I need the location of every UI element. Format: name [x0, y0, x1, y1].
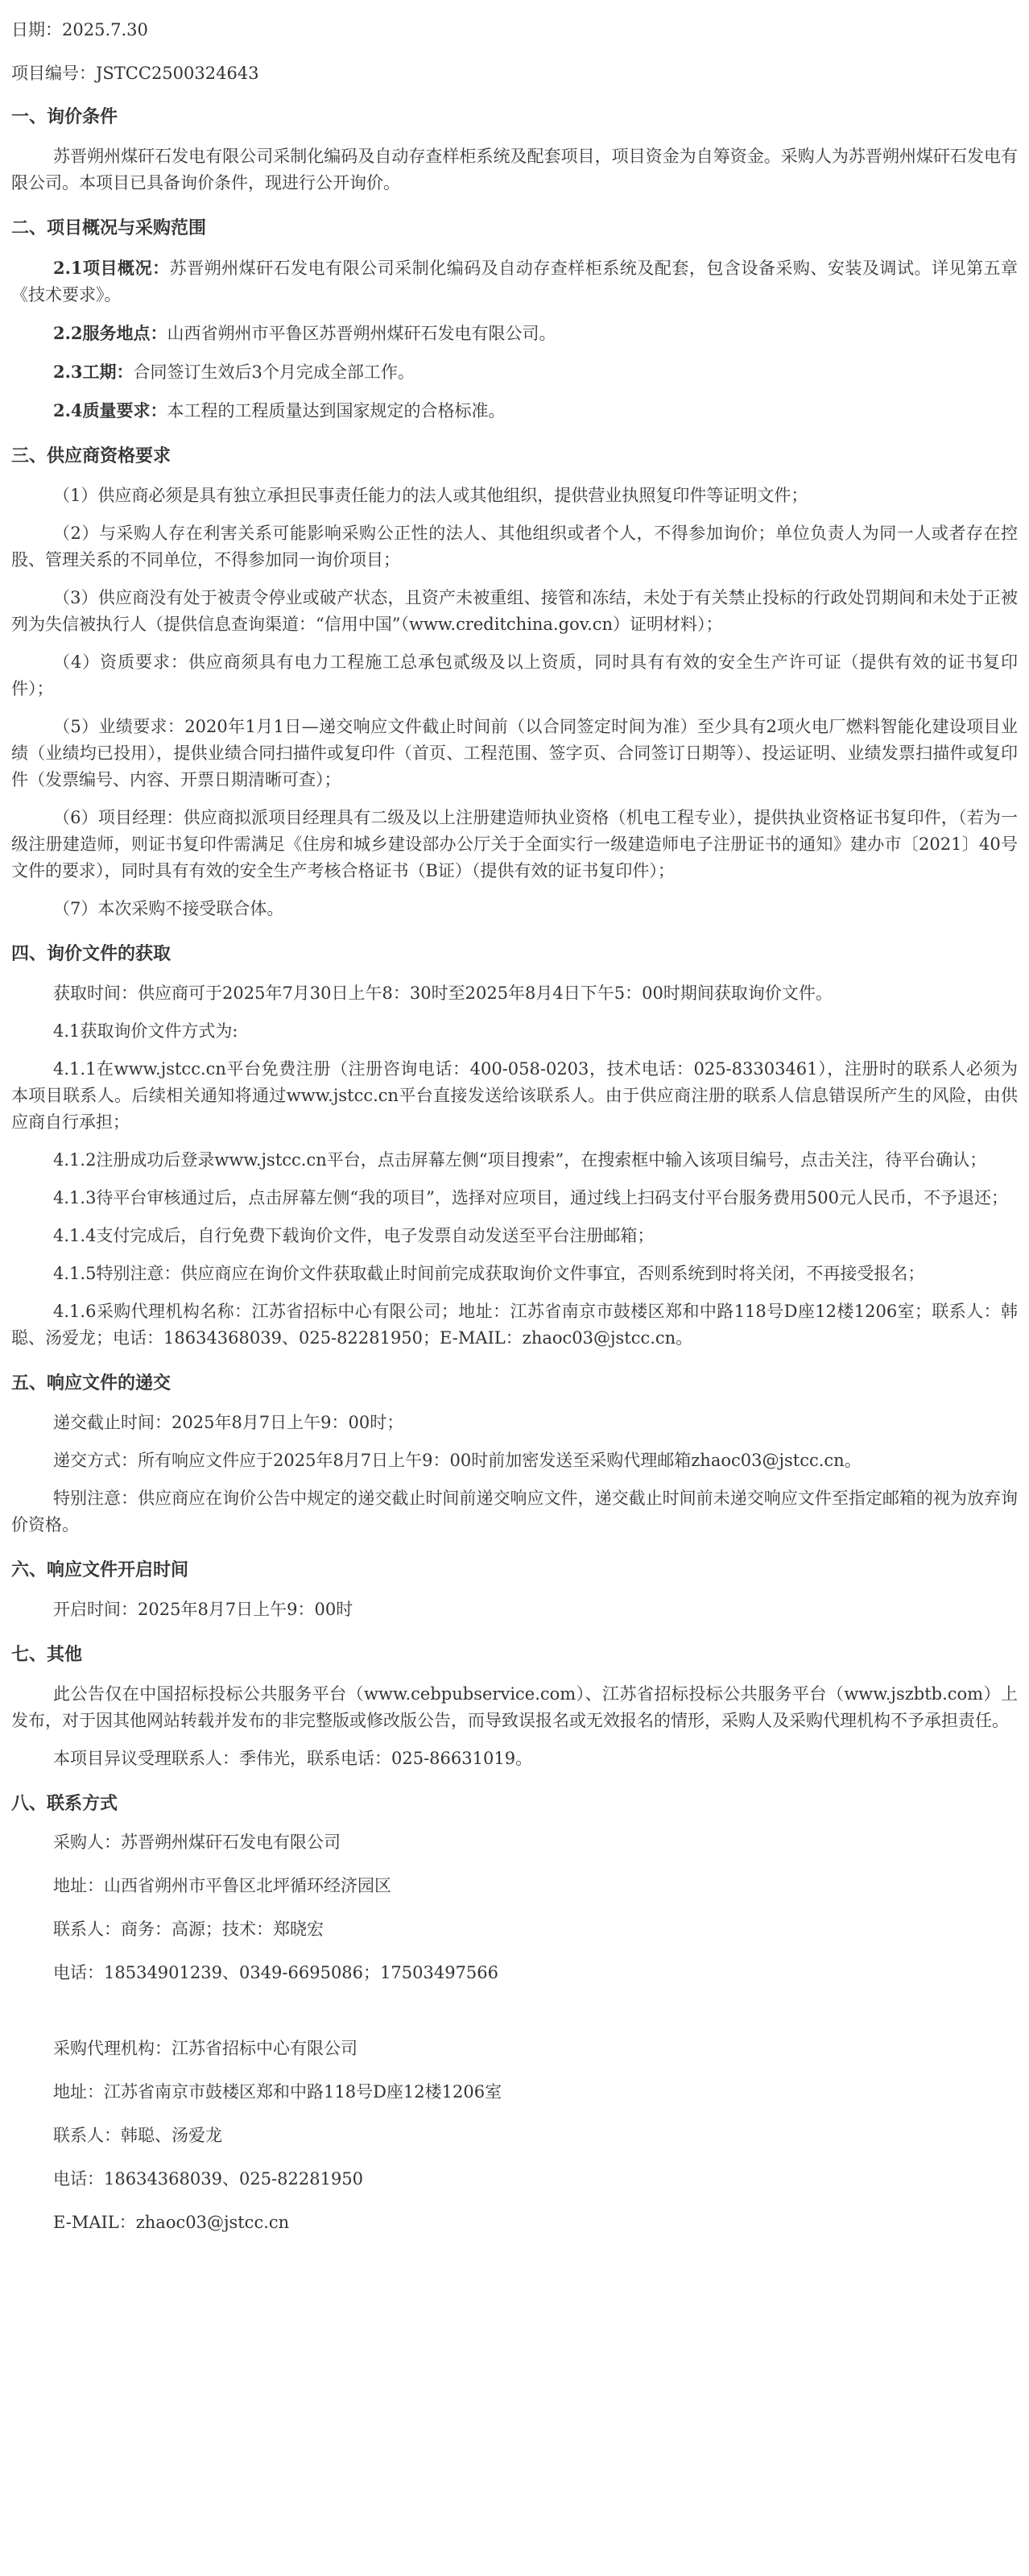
overview-item-text: 苏晋朔州煤矸石发电有限公司采制化编码及自动存查样柜系统及配套，包含设备采购、安装及调试。详见第五章《技术要求》。 [11, 259, 1018, 304]
obtain-item: 4.1.3待平台审核通过后，点击屏幕左侧“我的项目”，选择对应项目，通过线上扫码支付平台服务费用500元人民币，不予退还； [53, 1188, 1008, 1207]
quality-label: 2.4质量要求： [53, 400, 167, 420]
service-location-label: 2.2服务地点： [53, 323, 167, 343]
section-title-submission: 五、响应文件的递交 [11, 1373, 172, 1394]
buyer-name: 采购人：苏晋朔州煤矸石发电有限公司 [53, 1833, 341, 1852]
qualification-item: （3）供应商没有处于被责令停业或破产状态，且资产未被重组、接管和冻结，未处于有关禁止投标的行政处罚期间和未处于正被列为失信被执行人（提供信息查询渠道：“信用中国”（www.creditchina.gov.cn）证明材料）； [11, 588, 1018, 634]
duration-label: 2.3工期： [53, 362, 134, 382]
submission-item: 递交方式：所有响应文件应于2025年8月7日上午9：00时前加密发送至采购代理邮箱zhaoc03@jstcc.cn。 [53, 1451, 862, 1470]
project-code-line: 项目编号：JSTCC2500324643 [11, 64, 259, 83]
qualification-item: （5）业绩要求：2020年1月1日—递交响应文件截止时间前（以合同签定时间为准）至少具有2项火电厂燃料智能化建设项目业绩（业绩均已投用），提供业绩合同扫描件或复印件（首页、工程范围、签字页、合同签订日期等）、投运证明、业绩发票扫描件或复印件（发票编号、内容、开票日期清晰可查）； [11, 717, 1018, 789]
qualification-item: （7）本次采购不接受联合体。 [53, 899, 284, 918]
section-title-other: 七、其他 [11, 1644, 83, 1665]
service-location-text: 山西省朔州市平鲁区苏晋朔州煤矸石发电有限公司。 [167, 324, 556, 343]
section-title-inquiry-conditions: 一、询价条件 [11, 106, 118, 127]
qualification-item: （2）与采购人存在利害关系可能影响采购公正性的法人、其他组织或者个人，不得参加询价；单位负责人为同一人或者存在控股、管理关系的不同单位，不得参加同一询价项目； [11, 524, 1018, 569]
section-title-contact: 八、联系方式 [11, 1793, 118, 1814]
qualification-item: （4）资质要求：供应商须具有电力工程施工总承包贰级及以上资质，同时具有有效的安全生产许可证（提供有效的证书复印件）； [11, 652, 1018, 698]
qualification-item: （6）项目经理：供应商拟派项目经理具有二级及以上注册建造师执业资格（机电工程专业），提供执业资格证书复印件，（若为一级注册建造师，则证书复印件需满足《住房和城乡建设部办公厅关于全面实行一级建造师电子注册证书的通知》建办市〔2021〕40号文件的要求），同时具有有效的安全生产考核合格证书（B证）（提供有效的证书复印件）； [11, 808, 1018, 880]
duration-item [11, 358, 1018, 386]
obtain-item: 4.1.1在www.jstcc.cn平台免费注册（注册咨询电话：400-058-0203，技术电话：025-83303461），注册时的联系人必须为本项目联系人。后续相关通知将通过www.jstcc.cn平台直接发送给该联系人。由于供应商注册的联系人信息错误所产生的风险，由供应商自行承担； [11, 1059, 1018, 1132]
buyer-address: 地址：山西省朔州市平鲁区北坪循环经济园区 [53, 1876, 391, 1895]
buyer-contact-person: 联系人：商务：高源；技术：郑晓宏 [53, 1920, 324, 1939]
obtain-item: 获取时间：供应商可于2025年7月30日上午8：30时至2025年8月4日下午5：00时期间获取询价文件。 [53, 984, 833, 1003]
section-title-opening-time: 六、响应文件开启时间 [11, 1559, 189, 1580]
agent-phone: 电话：18634368039、025-82281950 [53, 2169, 364, 2189]
agent-email: E-MAIL：zhaoc03@jstcc.cn [53, 2213, 290, 2232]
section-title-project-overview: 二、项目概况与采购范围 [11, 217, 207, 238]
overview-item-label: 2.1项目概况： [53, 258, 170, 278]
quality-item [11, 397, 1018, 425]
obtain-item: 4.1.2注册成功后登录www.jstcc.cn平台，点击屏幕左侧“项目搜索”，在搜索框中输入该项目编号，点击关注，待平台确认； [53, 1150, 987, 1170]
buyer-phone: 电话：18534901239、0349-6695086；17503497566 [53, 1963, 499, 1982]
section-title-supplier-qualifications: 三、供应商资格要求 [11, 445, 172, 466]
obtain-item: 4.1.5特别注意：供应商应在询价文件获取截止时间前完成获取询价文件事宜，否则系统到时将关闭，不再接受报名； [53, 1264, 925, 1283]
date-line: 日期：2025.7.30 [11, 20, 148, 39]
duration-text: 合同签订生效后3个月完成全部工作。 [133, 362, 415, 382]
service-location-item [11, 320, 1018, 347]
obtain-item: 4.1获取询价文件方式为: [53, 1021, 238, 1041]
overview-item [11, 255, 1018, 309]
section-title-obtain-documents: 四、询价文件的获取 [11, 943, 172, 964]
spacer [11, 1985, 1018, 2017]
quality-text: 本工程的工程质量达到国家规定的合格标准。 [167, 401, 506, 420]
submission-item: 特别注意：供应商应在询价公告中规定的递交截止时间前递交响应文件，递交截止时间前未递交响应文件至指定邮箱的视为放弃询价资格。 [11, 1489, 1018, 1534]
qualification-item: （1）供应商必须是具有独立承担民事责任能力的法人或其他组织，提供营业执照复印件等证明文件； [53, 486, 808, 505]
agent-name: 采购代理机构：江苏省招标中心有限公司 [53, 2039, 357, 2058]
submission-item: 递交截止时间：2025年8月7日上午9：00时； [53, 1413, 404, 1432]
other-item: 此公告仅在中国招标投标公共服务平台（www.cebpubservice.com）、江苏省招标投标公共服务平台（www.jszbtb.com）上发布，对于因其他网站转载并发布的非完整版或修改版公告，而导致误报名或无效报名的情形，采购人及采购代理机构不予承担责任。 [11, 1684, 1018, 1730]
obtain-item: 4.1.6采购代理机构名称：江苏省招标中心有限公司；地址：江苏省南京市鼓楼区郑和中路118号D座12楼1206室；联系人：韩聪、汤爱龙；电话：18634368039、025-82281950；E-MAIL：zhaoc03@jstcc.cn。 [11, 1302, 1018, 1348]
inquiry-conditions-text: 苏晋朔州煤矸石发电有限公司采制化编码及自动存查样柜系统及配套项目，项目资金为自筹资金。采购人为苏晋朔州煤矸石发电有限公司。本项目已具备询价条件，现进行公开询价。 [11, 147, 1018, 193]
agent-address: 地址：江苏省南京市鼓楼区郑和中路118号D座12楼1206室 [53, 2082, 502, 2102]
obtain-item: 4.1.4支付完成后，自行免费下载询价文件，电子发票自动发送至平台注册邮箱； [53, 1226, 655, 1245]
agent-contact-person: 联系人：韩聪、汤爱龙 [53, 2126, 222, 2145]
other-item: 本项目异议受理联系人：季伟光，联系电话：025-86631019。 [53, 1749, 533, 1768]
opening-time-item: 开启时间：2025年8月7日上午9：00时 [53, 1600, 353, 1619]
